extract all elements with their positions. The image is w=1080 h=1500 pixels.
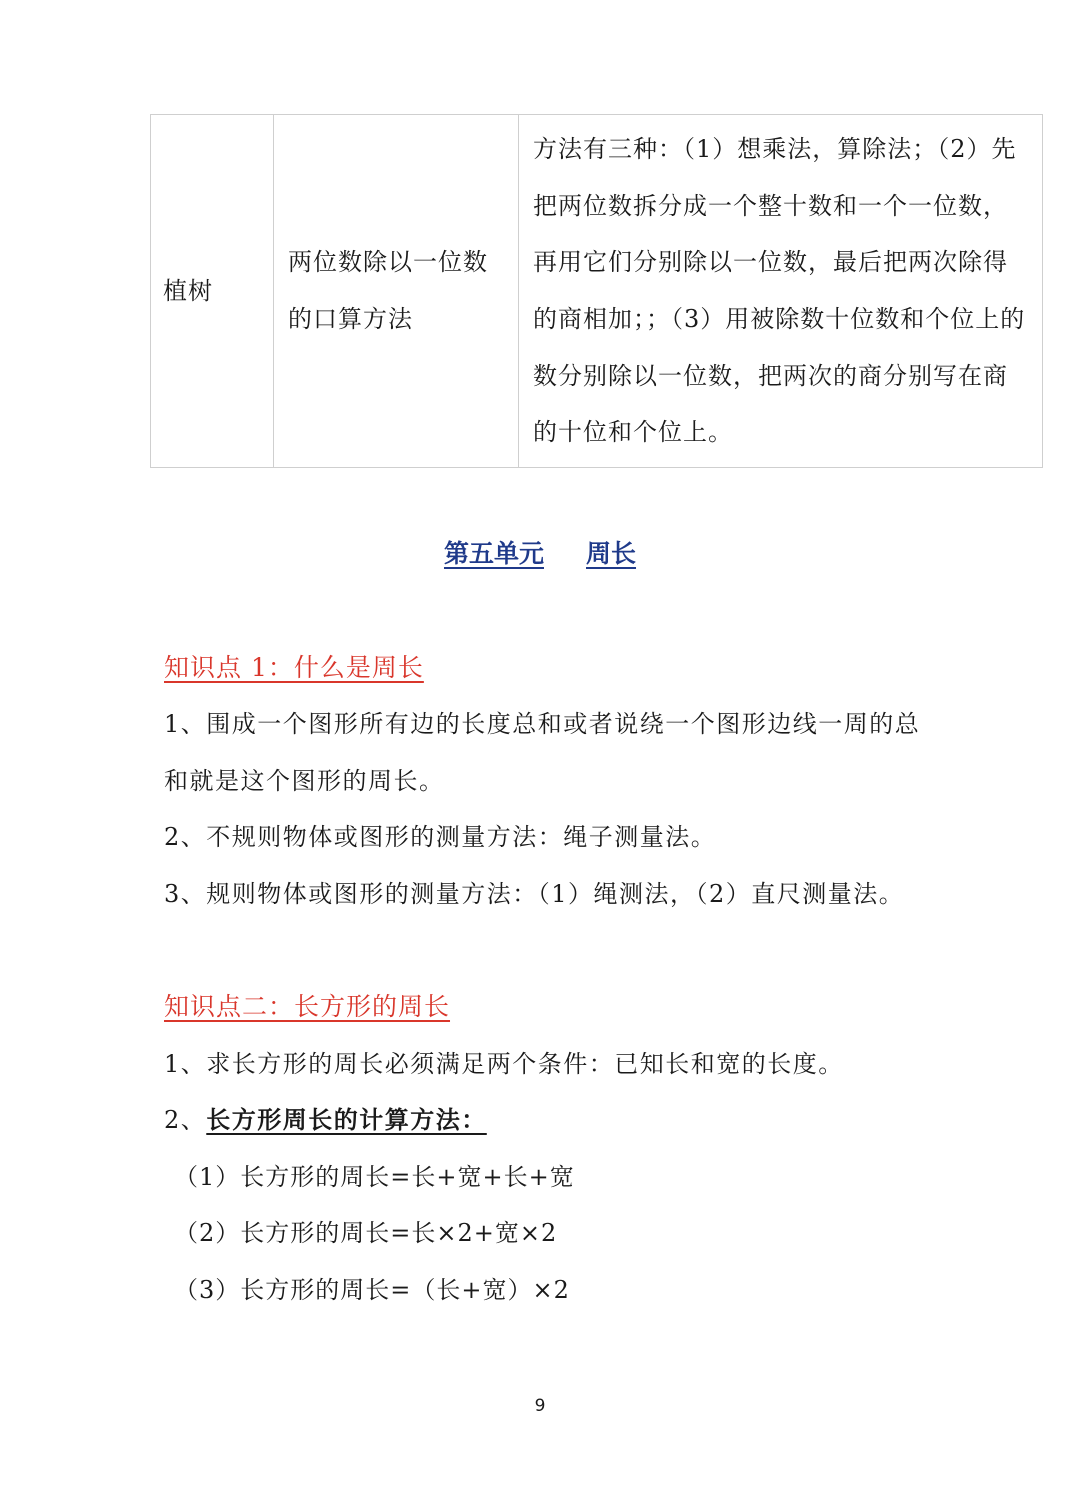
knowledge-table <box>150 114 1043 468</box>
kp1-item-2: 2、不规则物体或图形的测量方法：绳子测量法。 <box>164 823 717 851</box>
unit-number: 第五单元 <box>443 539 544 568</box>
table-cell-subtopic: 两位数除以一位数的口算方法 <box>274 115 519 468</box>
knowledge-point-1-title: 知识点 1：什么是周长 <box>164 653 424 682</box>
formula-2: （2）长方形的周长=长×2+宽×2 <box>174 1219 558 1247</box>
formula-3: （3）长方形的周长=（长+宽）×2 <box>174 1276 570 1304</box>
kp2-item-1: 1、求长方形的周长必须满足两个条件：已知长和宽的长度。 <box>164 1050 844 1078</box>
table-cell-description <box>519 115 1043 468</box>
kp2-item-2-label: 长方形周长的计算方法： <box>206 1105 487 1134</box>
kp1-item-1: 1、围成一个图形所有边的长度总和或者说绕一个图形边线一周的总和就是这个图形的周长。 <box>164 710 921 795</box>
kp2-item-2 <box>164 1098 487 1142</box>
knowledge-point-2-title: 知识点二：长方形的周长 <box>164 992 451 1021</box>
kp2-item-2-prefix: 2、 <box>164 1106 207 1134</box>
unit-heading <box>0 532 1080 576</box>
page-number: 9 <box>534 1396 546 1416</box>
description-text: 方法有三种：（1）想乘法，算除法；（2）先把两位数拆分成一个整十数和一个一位数，再用它们分别除以一位数，最后把两次除得的商相加；；（3）用被除数十位数和个位上的数分别除以一位数，把两次的商分别写在商的十位和个位上。 <box>533 135 1026 447</box>
formula-1: （1）长方形的周长=长+宽+长+宽 <box>174 1163 575 1191</box>
kp1-item-3: 3、规则物体或图形的测量方法：（1）绳测法，（2）直尺测量法。 <box>164 880 905 908</box>
unit-topic: 周长 <box>586 539 637 568</box>
table-cell-topic: 植树 <box>151 115 274 468</box>
table-row <box>151 115 1043 468</box>
